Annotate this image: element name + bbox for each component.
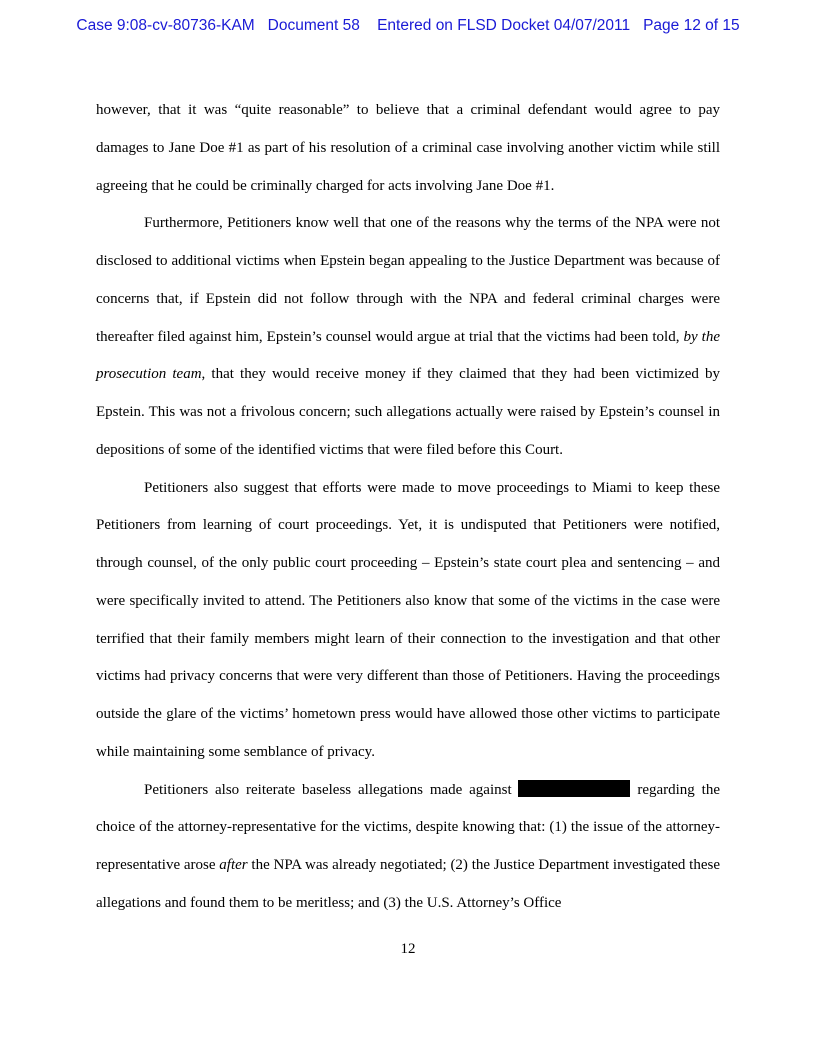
paragraph-2-text-a: Furthermore, Petitioners know well that one of the reasons why the terms of the NPA were not disclosed to additional victims when Epstein began appealing to the Justice Department was because of concerns that, if Epstein did not follow through with the NPA and federal criminal charges were thereafter filed against him, Epstein’s counsel would argue at trial that the victims had been told, [96, 215, 720, 345]
paragraph-2 [96, 205, 720, 469]
paragraph-2-text-b: , that they would receive money if they claimed that they had been victimized by Epstein. This was not a frivolous concern; such allegations actually were raised by Epstein’s counsel in depositions of some of the identified victims that were filed before this Court. [96, 366, 720, 458]
paragraph-4-text-c: the NPA was already negotiated; (2) the Justice Department investigated these allegations and found them to be meritless; and (3) the U.S. Attorney’s Office [96, 857, 720, 911]
document-body [96, 92, 720, 923]
paragraph-4-text-b: regarding the choice of the attorney-representative for the victims, despite knowing that: (1) the issue of the attorney-representative arose [96, 781, 720, 873]
docket-header [0, 17, 816, 35]
paragraph-1: however, that it was “quite reasonable” to believe that a criminal defendant would agree to pay damages to Jane Doe #1 as part of his resolution of a criminal case involving another victim while still agreeing that he could be criminally charged for acts involving Jane Doe #1. [96, 102, 720, 194]
page-number: 12 [400, 941, 416, 957]
paragraph-4-emphasis: after [219, 857, 248, 873]
document-number: Document 58 [267, 17, 360, 34]
paragraph-4 [96, 772, 720, 923]
docket-entry: Entered on FLSD Docket 04/07/2011 [377, 17, 631, 34]
page-indicator: Page 12 of 15 [643, 17, 740, 34]
paragraph-4-text-a: Petitioners also reiterate baseless allegations made against [144, 781, 519, 798]
paragraph-2-emphasis: by the prosecution team [96, 328, 721, 383]
case-number: Case 9:08-cv-80736-KAM [76, 17, 255, 34]
paragraph-3: Petitioners also suggest that efforts were made to move proceedings to Miami to keep these Petitioners from learning of court proceedings. Yet, it is undisputed that Petitioners were notified, through counsel, of the only public court proceeding – Epstein’s state court plea and sentencing – and were specifically invited to attend. The Petitioners also know that some of the victims in the case were terrified that their family members might learn of their connection to the investigation and that other victims had privacy concerns that were very different than those of Petitioners. Having the proceedings outside the glare of the victims’ hometown press would have allowed those other victims to participate while maintaining some semblance of privacy. [96, 479, 720, 760]
redaction-block [518, 780, 630, 797]
